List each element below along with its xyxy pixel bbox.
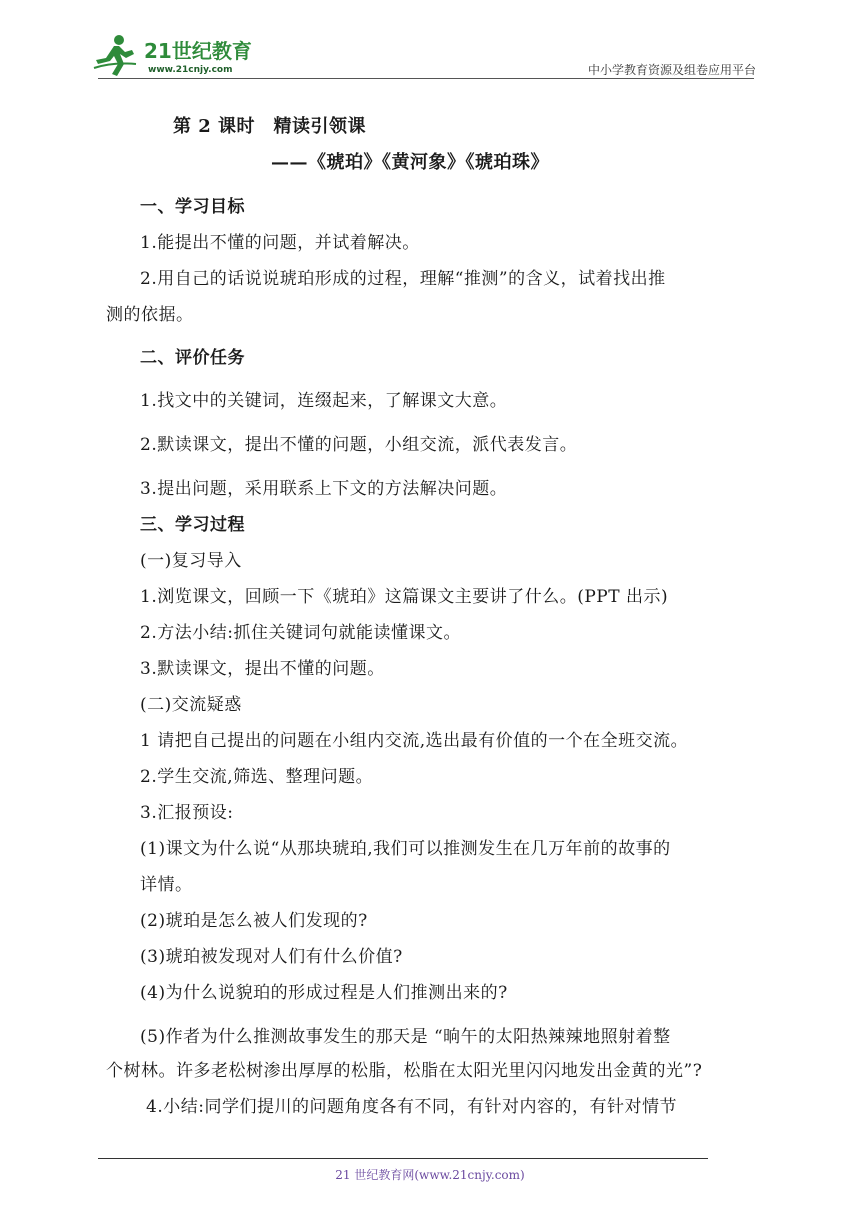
question-item: (1)课文为什么说“从那块琥珀,我们可以推测发生在几万年前的故事的 bbox=[140, 839, 671, 859]
paragraph: 3.汇报预设: bbox=[140, 803, 234, 823]
paragraph: 3.提出问题，采用联系上下文的方法解决问题。 bbox=[140, 479, 508, 499]
paragraph: 1.能提出不懂的问题，并试着解决。 bbox=[140, 233, 420, 253]
question-item: (3)琥珀被发现对人们有什么价值? bbox=[140, 947, 403, 967]
subsection-heading: (一)复习导入 bbox=[140, 551, 242, 571]
header-divider bbox=[98, 78, 754, 79]
footer-link[interactable]: 21 世纪教育网(www.21cnjy.com) bbox=[335, 1168, 525, 1182]
logo-url: www.21cnjy.com bbox=[148, 65, 233, 75]
paragraph: 2.默读课文，提出不懂的问题，小组交流，派代表发言。 bbox=[140, 435, 578, 455]
paragraph: 1 请把自己提出的问题在小组内交流,选出最有价值的一个在全班交流。 bbox=[140, 731, 689, 751]
paragraph: 2.学生交流,筛选、整理问题。 bbox=[140, 767, 374, 787]
question-item-continued: 个树林。许多老松树渗出厚厚的松脂，松脂在太阳光里闪闪地发出金黄的光”? bbox=[106, 1061, 703, 1081]
section-heading-process: 三、学习过程 bbox=[140, 515, 245, 535]
section-heading-goals: 一、学习目标 bbox=[140, 197, 245, 217]
platform-label: 中小学教育资源及组卷应用平台 bbox=[587, 63, 756, 77]
question-item: (2)琥珀是怎么被人们发现的? bbox=[140, 911, 368, 931]
subsection-heading: (二)交流疑惑 bbox=[140, 695, 242, 715]
site-logo[interactable] bbox=[92, 34, 262, 78]
paragraph: 1.找文中的关键词，连缀起来，了解课文大意。 bbox=[140, 391, 508, 411]
paragraph: 测的依据。 bbox=[106, 305, 194, 325]
paragraph: 2.用自己的话说说琥珀形成的过程，理解“推测”的含义，试着找出推 bbox=[140, 269, 666, 289]
logo-text: 21世纪教育 bbox=[144, 39, 252, 63]
lesson-title: 第 2 课时 精读引领课 bbox=[173, 116, 367, 137]
section-heading-evaluation: 二、评价任务 bbox=[140, 348, 245, 368]
summary-paragraph: 4.小结:同学们提川的问题角度各有不同，有针对内容的，有针对情节 bbox=[146, 1097, 677, 1117]
footer-divider bbox=[98, 1158, 708, 1159]
question-item-continued: 详情。 bbox=[140, 875, 193, 895]
paragraph: 2.方法小结:抓住关键词句就能读懂课文。 bbox=[140, 623, 461, 643]
lesson-subtitle: ——《琥珀》《黄河象》《琥珀珠》 bbox=[271, 152, 549, 173]
page-header bbox=[0, 0, 860, 80]
question-item: (5)作者为什么推测故事发生的那天是 “晌午的太阳热辣辣地照射着整 bbox=[140, 1027, 671, 1047]
paragraph: 3.默读课文，提出不懂的问题。 bbox=[140, 659, 385, 679]
runner-logo-icon bbox=[92, 34, 262, 78]
question-item: (4)为什么说貌珀的形成过程是人们推测出来的? bbox=[140, 983, 508, 1003]
paragraph: 1.浏览课文，回顾一下《琥珀》这篇课文主要讲了什么。(PPT 出示) bbox=[140, 587, 669, 607]
